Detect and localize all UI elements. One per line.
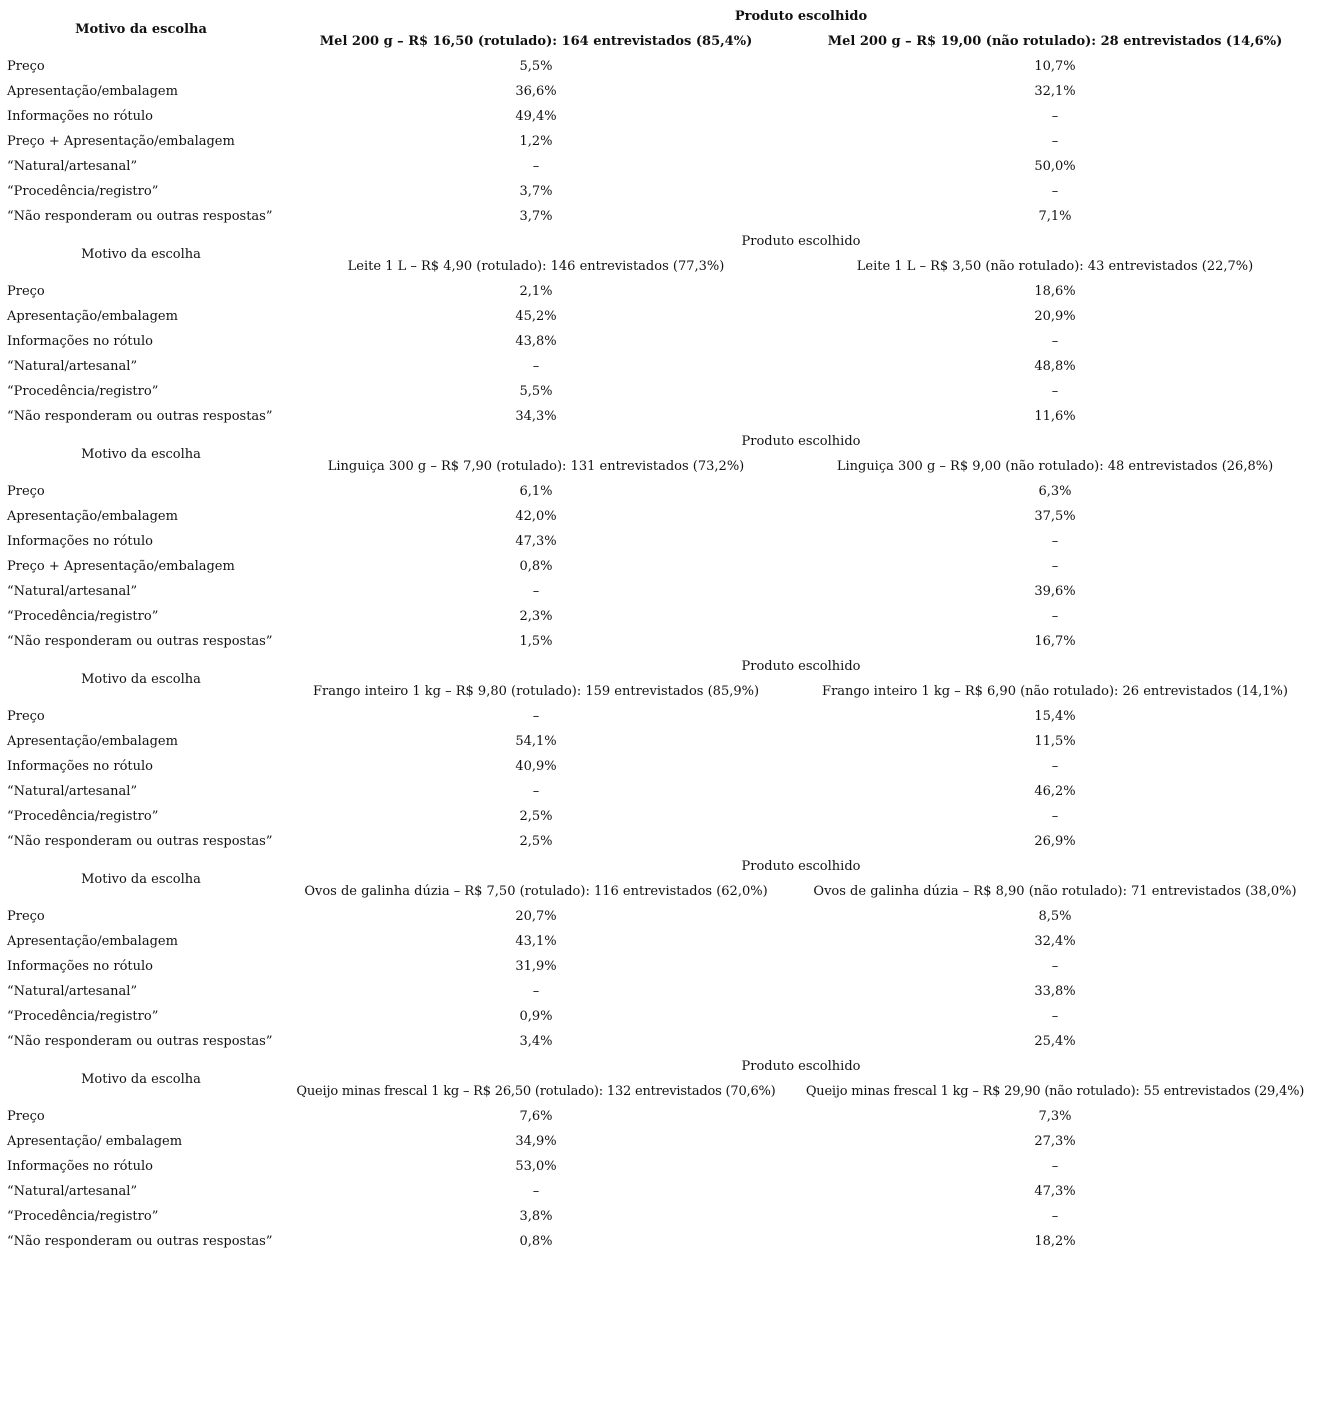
value-nao-rotulado: 26,9%	[1034, 834, 1076, 849]
row-label: “Procedência/registro”	[7, 384, 159, 399]
value-rotulado: –	[532, 359, 540, 374]
row-label: “Natural/artesanal”	[7, 1184, 138, 1199]
table-row	[0, 604, 1320, 629]
value-nao-rotulado: 15,4%	[1034, 709, 1076, 724]
motivo-header: Motivo da escolha	[81, 871, 201, 887]
table-row	[0, 1179, 1320, 1204]
column-header-rotulado: Queijo minas frescal 1 kg – R$ 26,50 (rotulado): 132 entrevistados (70,6%)	[296, 1084, 776, 1099]
table-row	[0, 54, 1320, 79]
table-row	[0, 79, 1320, 104]
value-rotulado: 34,9%	[515, 1134, 557, 1149]
value-rotulado: 5,5%	[519, 59, 553, 74]
value-rotulado: 36,6%	[515, 84, 557, 99]
value-rotulado: 3,4%	[519, 1034, 553, 1049]
value-nao-rotulado: –	[1051, 534, 1059, 549]
value-nao-rotulado: 7,3%	[1038, 1109, 1072, 1124]
row-label: “Procedência/registro”	[7, 184, 159, 199]
column-header-nao-rotulado: Linguiça 300 g – R$ 9,00 (não rotulado): 48 entrevistados (26,8%)	[836, 459, 1274, 474]
value-rotulado: 3,8%	[519, 1209, 553, 1224]
row-label: Preço	[7, 909, 45, 924]
table-row	[0, 979, 1320, 1004]
table-row	[0, 929, 1320, 954]
table-row	[0, 729, 1320, 754]
row-label: “Não responderam ou outras respostas”	[7, 409, 273, 424]
table-row	[0, 629, 1320, 654]
table-row	[0, 1129, 1320, 1154]
value-rotulado: 31,9%	[515, 959, 557, 974]
value-nao-rotulado: 16,7%	[1034, 634, 1076, 649]
table-row	[0, 754, 1320, 779]
column-header-rotulado: Leite 1 L – R$ 4,90 (rotulado): 146 entrevistados (77,3%)	[347, 259, 725, 274]
table-row	[0, 404, 1320, 429]
table-row	[0, 154, 1320, 179]
value-rotulado: –	[532, 784, 540, 799]
row-label: Apresentação/embalagem	[7, 734, 178, 749]
value-nao-rotulado: –	[1051, 559, 1059, 574]
value-rotulado: 2,3%	[519, 609, 553, 624]
table-row	[0, 1029, 1320, 1054]
table-row	[0, 354, 1320, 379]
table-row	[0, 554, 1320, 579]
row-label: Informações no rótulo	[7, 759, 153, 774]
value-rotulado: 0,8%	[519, 559, 553, 574]
value-nao-rotulado: 11,6%	[1034, 409, 1076, 424]
block-header	[0, 4, 1320, 54]
value-nao-rotulado: –	[1051, 959, 1059, 974]
product-block	[0, 654, 1320, 854]
value-nao-rotulado: –	[1051, 384, 1059, 399]
value-nao-rotulado: 50,0%	[1034, 159, 1076, 174]
table-row	[0, 579, 1320, 604]
table-row	[0, 829, 1320, 854]
value-nao-rotulado: 25,4%	[1034, 1034, 1076, 1049]
table-row	[0, 479, 1320, 504]
row-label: Apresentação/embalagem	[7, 309, 178, 324]
column-header-nao-rotulado: Queijo minas frescal 1 kg – R$ 29,90 (não rotulado): 55 entrevistados (29,4%)	[805, 1084, 1305, 1099]
produto-header: Produto escolhido	[741, 434, 861, 449]
row-label: “Natural/artesanal”	[7, 359, 138, 374]
row-label: Preço	[7, 709, 45, 724]
table-row	[0, 1229, 1320, 1254]
column-header-rotulado: Frango inteiro 1 kg – R$ 9,80 (rotulado): 159 entrevistados (85,9%)	[312, 684, 760, 699]
value-rotulado: 45,2%	[515, 309, 557, 324]
product-block	[0, 229, 1320, 429]
value-rotulado: 2,5%	[519, 834, 553, 849]
row-label: “Natural/artesanal”	[7, 159, 138, 174]
row-label: Apresentação/embalagem	[7, 509, 178, 524]
value-nao-rotulado: 46,2%	[1034, 784, 1076, 799]
value-rotulado: 43,8%	[515, 334, 557, 349]
row-label: “Natural/artesanal”	[7, 584, 138, 599]
row-label: “Não responderam ou outras respostas”	[7, 634, 273, 649]
row-label: “Não responderam ou outras respostas”	[7, 1034, 273, 1049]
value-nao-rotulado: –	[1051, 809, 1059, 824]
row-label: Preço	[7, 484, 45, 499]
value-nao-rotulado: 39,6%	[1034, 584, 1076, 599]
produto-header: Produto escolhido	[741, 234, 861, 249]
value-nao-rotulado: 8,5%	[1038, 909, 1072, 924]
column-header-rotulado: Linguiça 300 g – R$ 7,90 (rotulado): 131 entrevistados (73,2%)	[327, 459, 745, 474]
value-rotulado: 7,6%	[519, 1109, 553, 1124]
value-rotulado: –	[532, 584, 540, 599]
value-rotulado: 2,1%	[519, 284, 553, 299]
table-row	[0, 179, 1320, 204]
row-label: Informações no rótulo	[7, 334, 153, 349]
table-row	[0, 204, 1320, 229]
row-label: “Não responderam ou outras respostas”	[7, 209, 273, 224]
block-header	[0, 429, 1320, 479]
motivo-header: Motivo da escolha	[75, 21, 207, 37]
table-row	[0, 504, 1320, 529]
value-nao-rotulado: 27,3%	[1034, 1134, 1076, 1149]
motivo-header: Motivo da escolha	[81, 1071, 201, 1087]
table-row	[0, 379, 1320, 404]
motivo-header: Motivo da escolha	[81, 446, 201, 462]
table-row	[0, 529, 1320, 554]
column-header-nao-rotulado: Frango inteiro 1 kg – R$ 6,90 (não rotulado): 26 entrevistados (14,1%)	[822, 684, 1288, 699]
table-row	[0, 1204, 1320, 1229]
value-rotulado: 3,7%	[519, 209, 553, 224]
produto-header: Produto escolhido	[741, 1059, 861, 1074]
table-row	[0, 129, 1320, 154]
motivo-header: Motivo da escolha	[81, 246, 201, 262]
value-nao-rotulado: 33,8%	[1034, 984, 1076, 999]
value-nao-rotulado: 11,5%	[1034, 734, 1076, 749]
value-nao-rotulado: –	[1051, 134, 1059, 149]
value-nao-rotulado: –	[1051, 759, 1059, 774]
motivo-header: Motivo da escolha	[81, 671, 201, 687]
value-rotulado: 5,5%	[519, 384, 553, 399]
table-row	[0, 904, 1320, 929]
table-row	[0, 1154, 1320, 1179]
column-header-rotulado: Mel 200 g – R$ 16,50 (rotulado): 164 entrevistados (85,4%)	[319, 34, 753, 49]
value-nao-rotulado: –	[1051, 609, 1059, 624]
table-row	[0, 1104, 1320, 1129]
value-rotulado: 6,1%	[519, 484, 553, 499]
product-block	[0, 1054, 1320, 1254]
product-block	[0, 429, 1320, 654]
value-nao-rotulado: 47,3%	[1034, 1184, 1076, 1199]
product-block	[0, 854, 1320, 1054]
value-nao-rotulado: –	[1051, 1159, 1059, 1174]
table-row	[0, 704, 1320, 729]
row-label: “Natural/artesanal”	[7, 984, 138, 999]
value-rotulado: 42,0%	[515, 509, 557, 524]
block-header	[0, 854, 1320, 904]
table-row	[0, 1004, 1320, 1029]
produto-header: Produto escolhido	[741, 859, 861, 874]
value-rotulado: –	[532, 984, 540, 999]
value-rotulado: 53,0%	[515, 1159, 557, 1174]
value-rotulado: 20,7%	[515, 909, 557, 924]
row-label: Preço + Apresentação/embalagem	[7, 559, 235, 574]
value-rotulado: 54,1%	[515, 734, 557, 749]
row-label: Apresentação/embalagem	[7, 934, 178, 949]
value-rotulado: 47,3%	[515, 534, 557, 549]
block-header	[0, 229, 1320, 279]
table-row	[0, 954, 1320, 979]
table-row	[0, 779, 1320, 804]
value-rotulado: 40,9%	[515, 759, 557, 774]
row-label: “Não responderam ou outras respostas”	[7, 834, 273, 849]
value-nao-rotulado: –	[1051, 334, 1059, 349]
value-rotulado: 0,9%	[519, 1009, 553, 1024]
column-header-nao-rotulado: Leite 1 L – R$ 3,50 (não rotulado): 43 entrevistados (22,7%)	[856, 259, 1254, 274]
table-row	[0, 304, 1320, 329]
row-label: Informações no rótulo	[7, 109, 153, 124]
value-nao-rotulado: 32,1%	[1034, 84, 1076, 99]
value-rotulado: –	[532, 1184, 540, 1199]
value-nao-rotulado: 20,9%	[1034, 309, 1076, 324]
value-rotulado: 49,4%	[515, 109, 557, 124]
row-label: “Natural/artesanal”	[7, 784, 138, 799]
row-label: Apresentação/ embalagem	[7, 1134, 183, 1149]
value-rotulado: –	[532, 709, 540, 724]
value-nao-rotulado: 18,2%	[1034, 1234, 1076, 1249]
row-label: Apresentação/embalagem	[7, 84, 178, 99]
value-rotulado: 2,5%	[519, 809, 553, 824]
value-nao-rotulado: 37,5%	[1034, 509, 1076, 524]
row-label: Informações no rótulo	[7, 1159, 153, 1174]
block-header	[0, 654, 1320, 704]
table-row	[0, 329, 1320, 354]
row-label: Informações no rótulo	[7, 959, 153, 974]
column-header-rotulado: Ovos de galinha dúzia – R$ 7,50 (rotulado): 116 entrevistados (62,0%)	[304, 884, 768, 899]
value-nao-rotulado: –	[1051, 1209, 1059, 1224]
block-header	[0, 1054, 1320, 1104]
row-label: “Procedência/registro”	[7, 609, 159, 624]
column-header-nao-rotulado: Mel 200 g – R$ 19,00 (não rotulado): 28 entrevistados (14,6%)	[827, 34, 1283, 49]
row-label: “Procedência/registro”	[7, 1009, 159, 1024]
row-label: “Procedência/registro”	[7, 1209, 159, 1224]
value-rotulado: 0,8%	[519, 1234, 553, 1249]
produto-header: Produto escolhido	[741, 659, 861, 674]
value-rotulado: 34,3%	[515, 409, 557, 424]
row-label: Preço	[7, 1109, 45, 1124]
row-label: Preço	[7, 284, 45, 299]
value-nao-rotulado: 48,8%	[1034, 359, 1076, 374]
value-rotulado: –	[532, 159, 540, 174]
row-label: Preço + Apresentação/embalagem	[7, 134, 235, 149]
table-row	[0, 279, 1320, 304]
value-nao-rotulado: –	[1051, 1009, 1059, 1024]
value-rotulado: 1,5%	[519, 634, 553, 649]
row-label: Informações no rótulo	[7, 534, 153, 549]
table-row	[0, 804, 1320, 829]
column-header-nao-rotulado: Ovos de galinha dúzia – R$ 8,90 (não rotulado): 71 entrevistados (38,0%)	[813, 884, 1297, 899]
value-nao-rotulado: 6,3%	[1038, 484, 1072, 499]
value-nao-rotulado: 7,1%	[1038, 209, 1072, 224]
row-label: “Não responderam ou outras respostas”	[7, 1234, 273, 1249]
row-label: Preço	[7, 59, 45, 74]
value-nao-rotulado: –	[1051, 109, 1059, 124]
row-label: “Procedência/registro”	[7, 809, 159, 824]
product-block	[0, 4, 1320, 229]
value-rotulado: 3,7%	[519, 184, 553, 199]
value-nao-rotulado: 10,7%	[1034, 59, 1076, 74]
value-nao-rotulado: –	[1051, 184, 1059, 199]
value-nao-rotulado: 18,6%	[1034, 284, 1076, 299]
value-rotulado: 1,2%	[519, 134, 553, 149]
table-row	[0, 104, 1320, 129]
survey-table	[0, 4, 1320, 1254]
value-rotulado: 43,1%	[515, 934, 557, 949]
value-nao-rotulado: 32,4%	[1034, 934, 1076, 949]
produto-header: Produto escolhido	[734, 9, 868, 24]
